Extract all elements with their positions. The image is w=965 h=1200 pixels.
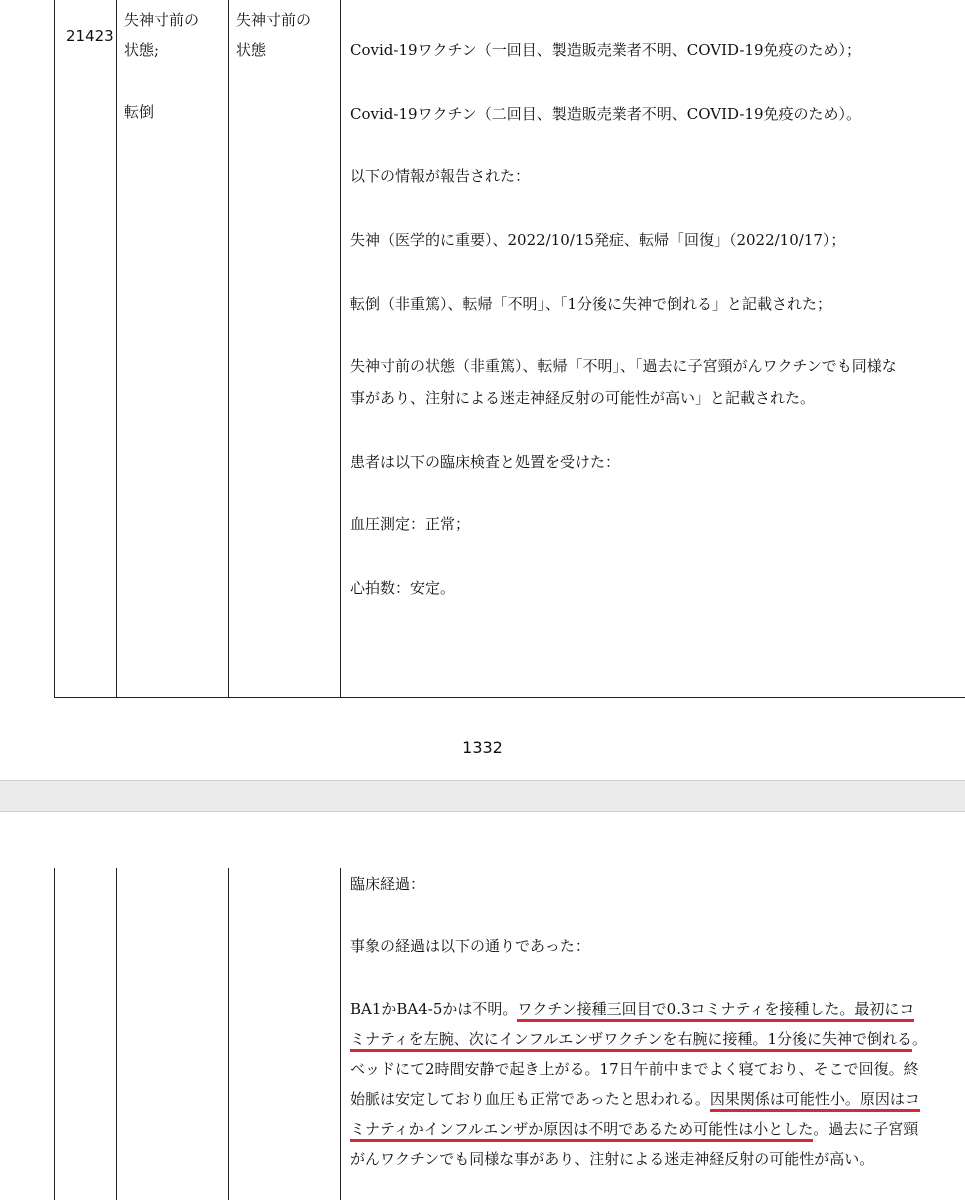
document-page-2: [0, 812, 965, 1200]
narrative-paragraph-6b: 事があり、注射による迷走神経反射の可能性が高い」と記載された。: [350, 389, 816, 407]
table-divider-2: [228, 0, 229, 698]
course-line-2: [350, 1024, 962, 1054]
course-line-2-plain: 。: [912, 1030, 928, 1048]
course-line-6: がんワクチンでも同様な事があり、注射による迷走神経反射の可能性が高い。: [350, 1150, 875, 1168]
course-line-4: [350, 1084, 962, 1114]
table-border-left: [54, 0, 55, 698]
table-divider-1: [116, 0, 117, 698]
table-divider-1: [116, 868, 117, 1200]
clinical-course-body: [350, 994, 962, 1174]
table-divider-2: [228, 868, 229, 1200]
event-term-line-2: 状態;: [124, 41, 160, 59]
narrative-paragraph-1: Covid-19ワクチン（一回目、製造販売業者不明、COVID-19免疫のため）；: [350, 41, 862, 59]
narrative-paragraph-6a: 失神寸前の状態（非重篤）、転帰「不明」、「過去に子宮頸がんワクチンでも同様な: [350, 357, 897, 375]
narrative-paragraph-4: 失神（医学的に重要）、2022/10/15発症、転帰「回復」（2022/10/17）；: [350, 231, 846, 249]
table-bottom-border: [54, 697, 965, 698]
narrative-paragraph-9: 心拍数：安定。: [350, 579, 456, 597]
narrative-paragraph-8: 血圧測定：正常；: [350, 515, 471, 533]
highlighted-text: ミナティかインフルエンザか原因は不明であるため可能性は小とした: [350, 1120, 813, 1142]
page-number: 1332: [462, 738, 503, 757]
course-line-5: [350, 1114, 962, 1144]
preferred-term-line-2: 状態: [236, 41, 267, 59]
event-term-line-3: 転倒: [124, 103, 155, 121]
clinical-course-heading: 臨床経過：: [350, 875, 426, 893]
event-term-line-1: 失神寸前の: [124, 11, 200, 29]
highlighted-text: ミナティを左腕、次にインフルエンザワクチンを右腕に接種。1分後に失神で倒れる: [350, 1030, 912, 1052]
highlighted-text: ワクチン接種三回目で0.3コミナティを接種した。最初にコ: [517, 1000, 914, 1022]
preferred-term-line-1: 失神寸前の: [236, 11, 312, 29]
course-line-1-plain: BA1かBA4-5かは不明。: [350, 1000, 518, 1018]
report-id-cell: 21423: [66, 27, 114, 45]
page-separator: [0, 780, 965, 812]
table-divider-3: [340, 0, 341, 698]
table-divider-3: [340, 868, 341, 1200]
course-line-1: [350, 994, 962, 1024]
table-border-left: [54, 868, 55, 1200]
course-intro: 事象の経過は以下の通りであった：: [350, 937, 590, 955]
narrative-paragraph-2: Covid-19ワクチン（二回目、製造販売業者不明、COVID-19免疫のため）。: [350, 105, 862, 123]
narrative-paragraph-7: 患者は以下の臨床検査と処置を受けた：: [350, 453, 621, 471]
narrative-paragraph-3: 以下の情報が報告された：: [350, 167, 531, 185]
course-line-3: ベッドにて2時間安静で起き上がる。17日午前中までよく寝ており、そこで回復。終: [350, 1060, 919, 1078]
course-line-5-plain: 。過去に子宮頸: [813, 1120, 919, 1138]
highlighted-text: 因果関係は可能性小。原因はコ: [710, 1090, 920, 1112]
narrative-paragraph-5: 転倒（非重篤）、転帰「不明」、「1分後に失神で倒れる」と記載された；: [350, 295, 833, 313]
course-line-4-plain: 始脈は安定しており血圧も正常であったと思われる。: [350, 1090, 710, 1108]
